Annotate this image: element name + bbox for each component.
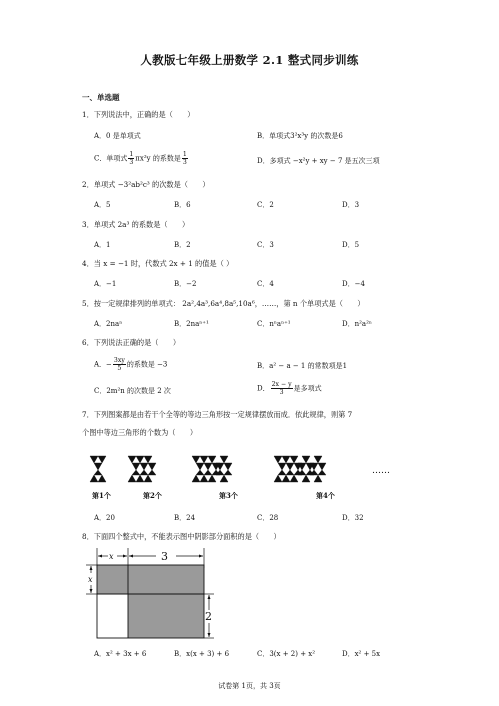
q1-c-prefix: C．单项式 [94,154,128,163]
page-title: 人教版七年级上册数学 2.1 整式同步训练 [140,53,359,67]
q2-option-a[interactable]: A．5 [94,201,111,209]
dim-two: 2 [205,610,212,623]
pattern-2 [128,456,156,482]
q6-d-prefix: D． [257,384,270,393]
q6-d-fraction: $\frac{2x - y}{3}$ [271,381,292,396]
pattern-label-1: 第1个 [92,491,111,500]
q6-d-suffix: 是多项式 [293,384,322,393]
pattern-label-3: 第3个 [219,491,238,500]
q6-a-suffix: 的系数是 −3 [126,360,168,369]
section-heading: 一、单选题 [82,93,120,102]
q5-option-d[interactable]: D．n²a²ⁿ [342,320,372,328]
question-7-stem-line2: 个图中等边三角形的个数为（ ） [82,428,198,437]
shaded-top-region [97,565,204,594]
question-8-stem: 8．下面四个整式中，不能表示图中阴影部分面积的是（ ） [82,532,281,541]
q5-option-c[interactable]: C．nⁿaⁿ⁺¹ [257,320,291,328]
q5-option-a[interactable]: A．2naⁿ [94,320,123,328]
q8-option-d[interactable]: D．x² + 5x [342,650,381,658]
question-1-stem: 1．下列说法中，正确的是（ ） [82,110,195,119]
q6-option-b[interactable]: B．a² − a − 1 的常数项是1 [257,362,348,370]
q4-option-c[interactable]: C．4 [257,280,274,288]
q7-option-d[interactable]: D．32 [342,514,364,522]
q2-option-c[interactable]: C．2 [257,201,274,209]
q8-option-c[interactable]: C．3(x + 2) + x² [257,650,316,658]
question-2-stem: 2．单项式 −3²ab²c³ 的次数是（ ） [82,180,210,189]
dim-x-top: x [109,552,114,561]
page-footer: 试卷第 1页，共 3页 [218,682,281,690]
q4-option-d[interactable]: D．−4 [342,280,365,288]
question-7-stem-line1: 7．下列图案都是由若干个全等的等边三角形按一定规律摆放而成．依此规律，则第 7 [82,410,353,419]
dim-three: 3 [161,550,168,563]
pattern-4 [274,456,326,482]
pattern-1 [90,456,106,482]
q1-option-b[interactable]: B．单项式3²x³y 的次数是6 [257,132,343,140]
q3-option-a[interactable]: A．1 [94,241,111,249]
q2-option-d[interactable]: D．3 [342,201,360,209]
shaded-bottom-right-region [128,594,204,638]
pattern-3 [192,456,232,482]
q3-option-d[interactable]: D．5 [342,241,360,249]
q5-option-b[interactable]: B．2naⁿ⁺¹ [174,320,209,328]
q4-option-a[interactable]: A．−1 [94,280,117,288]
q3-option-c[interactable]: C．3 [257,241,274,249]
q7-option-a[interactable]: A．20 [94,514,115,522]
triangle-pattern-figure [84,452,404,492]
dim-x-left: x [88,575,93,584]
question-4-stem: 4．当 x = −1 时，代数式 2x + 1 的值是（ ） [82,259,234,268]
q8-option-b[interactable]: B．x(x + 3) + 6 [174,650,230,658]
unshaded-region [97,594,128,638]
question-5-stem: 5．按一定规律排列的单项式： 2a²,4a³,6a⁴,8a⁵,10a⁶，……，第 n 个单项式是（ ） [82,299,365,308]
q4-option-b[interactable]: B．−2 [174,280,197,288]
pattern-label-4: 第4个 [316,491,335,500]
q6-a-prefix: A．− [94,360,112,369]
q3-option-b[interactable]: B．2 [174,241,191,249]
area-figure [84,546,224,646]
q6-a-fraction: $\frac{3xy}{5}$ [113,357,125,372]
q1-option-d[interactable]: D．多项式 −x²y + xy − 7 是五次三项 [257,157,380,165]
q6-option-a[interactable] [94,357,167,372]
q2-option-b[interactable]: B．6 [174,201,191,209]
q8-option-a[interactable]: A．x² + 3x + 6 [94,650,147,658]
q6-option-d[interactable] [257,381,322,396]
pattern-label-2: 第2个 [143,491,162,500]
q1-c-middle: πx²y 的系数是 [135,154,181,163]
pattern-ellipsis: …… [372,466,390,476]
q1-c-fraction-2: $\frac{1}{3}$ [182,151,187,166]
q1-option-a[interactable]: A．0 是单项式 [94,132,141,140]
q1-c-fraction-1: $\frac{1}{3}$ [129,151,134,166]
q7-option-b[interactable]: B．24 [174,514,196,522]
q7-option-c[interactable]: C．28 [257,514,279,522]
question-3-stem: 3．单项式 2a³ 的系数是（ ） [82,220,190,229]
q1-option-c[interactable] [94,151,189,166]
question-6-stem: 6．下列说法正确的是（ ） [82,338,181,347]
q6-option-c[interactable]: C．2m²n 的次数是 2 次 [94,387,171,395]
